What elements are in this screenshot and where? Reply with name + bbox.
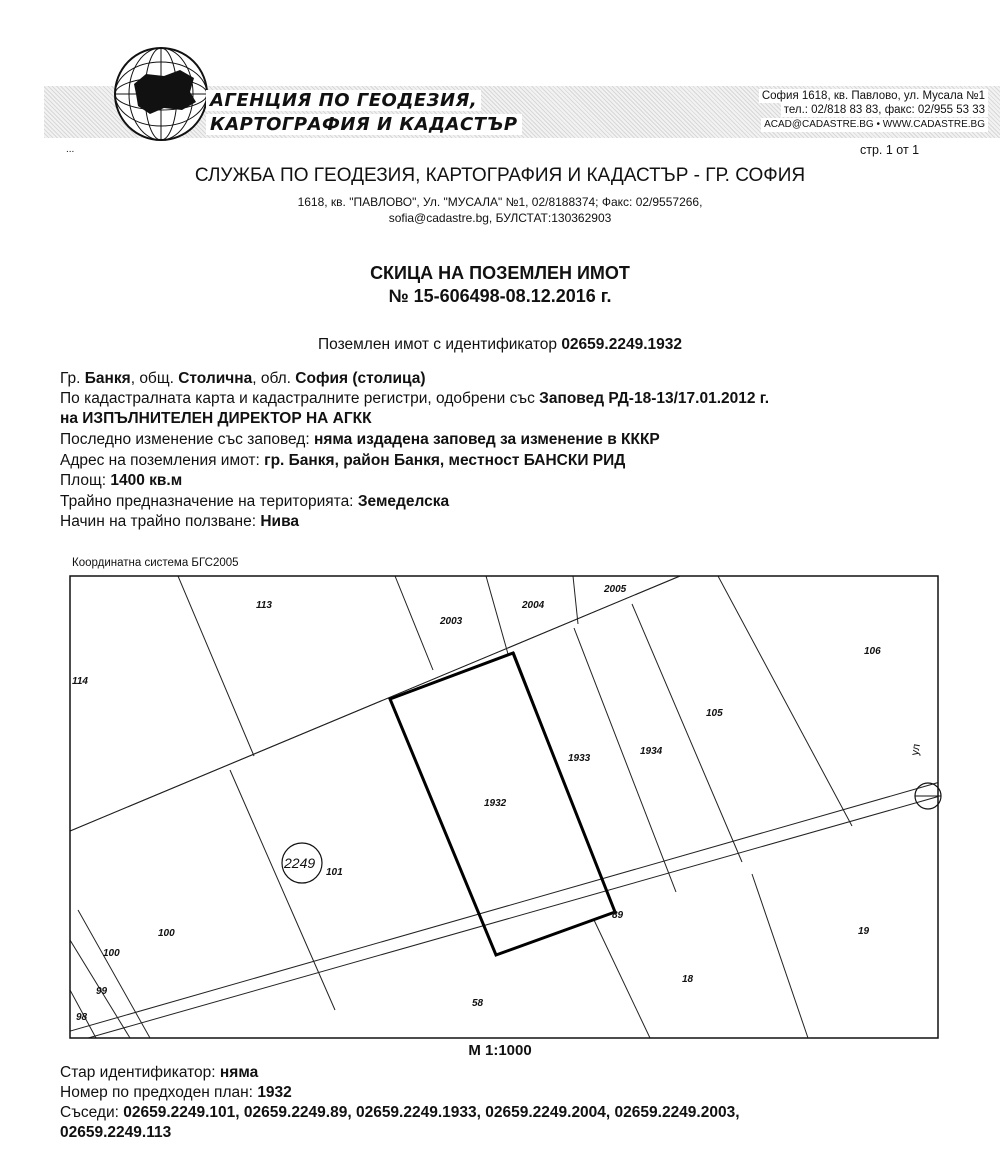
parcel-label: 2003	[440, 616, 463, 627]
identifier-value: 02659.2249.1932	[561, 336, 682, 353]
last-change-value: няма издадена заповед за изменение в КККР	[313, 431, 660, 448]
area-label: Площ:	[60, 472, 107, 489]
parcel-label: 18	[682, 974, 694, 985]
last-change-label: Последно изменение със заповед:	[60, 431, 310, 448]
order-by: на ИЗПЪЛНИТЕЛЕН ДИРЕКТОР НА АГКК	[60, 410, 372, 427]
street-mark: ул	[909, 742, 923, 757]
document-title: СКИЦА НА ПОЗЕМЛЕН ИМОТ	[370, 263, 630, 283]
parcel-label: 89	[612, 910, 624, 921]
line-2004-left	[486, 576, 508, 654]
old-id-label: Стар идентификатор:	[60, 1064, 216, 1081]
office-address-line1: 1618, кв. "ПАВЛОВО", Ул. "МУСАЛА" №1, 02/8188374; Факс: 02/9557266,	[297, 195, 703, 209]
area-line	[60, 472, 182, 490]
parcel-label: 100	[103, 948, 120, 959]
parcel-label: 113	[256, 600, 272, 611]
purpose-line	[60, 493, 449, 511]
address-line	[60, 452, 625, 470]
parcel-label: 114	[72, 676, 88, 687]
parcel-label: 1933	[568, 753, 591, 764]
region-prefix: , обл.	[252, 370, 291, 387]
neighbours-value-line1: 02659.2249.101, 02659.2249.89, 02659.2249.1933, 02659.2249.2004, 02659.2249.2003,	[123, 1104, 740, 1121]
contact-line2: тел.: 02/818 83 83, факс: 02/955 53 33	[781, 103, 988, 117]
area-value: 1400 кв.м	[110, 472, 183, 489]
road-edge-upper	[60, 782, 940, 1034]
neighbours-line	[60, 1104, 740, 1122]
parcel-label: 1934	[640, 746, 663, 757]
registers-line	[60, 390, 769, 408]
neighbours-label: Съседи:	[60, 1104, 119, 1121]
line-2005-left	[573, 576, 578, 624]
location-line	[60, 370, 426, 388]
parcel-label: 98	[76, 1012, 88, 1023]
parcel-label: 99	[96, 986, 108, 997]
map-scale: М 1:1000	[468, 1042, 532, 1059]
line-113-101	[178, 576, 254, 756]
small-mark: ...	[66, 144, 75, 155]
old-id-value: няма	[219, 1064, 259, 1081]
parcel-label: 2004	[522, 600, 545, 611]
parcel-label: 58	[472, 998, 484, 1009]
coord-system-label: Координатна система БГС2005	[72, 557, 239, 569]
line-101-100	[230, 770, 335, 1010]
address-label: Адрес на поземления имот:	[60, 452, 260, 469]
municipality-value: Столична	[178, 370, 253, 387]
cadastral-map	[0, 570, 1000, 1040]
contact-line3: ACAD@CADASTRE.BG • WWW.CADASTRE.BG	[761, 118, 988, 132]
region-value: София (столица)	[295, 370, 426, 387]
identifier-label: Поземлен имот с идентификатор	[317, 336, 557, 353]
order-value: Заповед РД-18-13/17.01.2012 г.	[539, 390, 769, 407]
parcel-label: 2005	[604, 584, 627, 595]
document-number: № 15-606498-08.12.2016 г.	[388, 286, 612, 306]
agency-name-line1: АГЕНЦИЯ ПО ГЕОДЕЗИЯ,	[206, 90, 481, 111]
town-value: Банкя	[84, 370, 131, 387]
usage-line	[60, 513, 299, 531]
prev-plan-label: Номер по предходен план:	[60, 1084, 253, 1101]
line-58-18	[594, 920, 650, 1038]
globe-bulgaria-map-icon	[106, 44, 216, 144]
parcel-label: 1932	[484, 798, 507, 809]
parcel-label: 101	[326, 867, 343, 878]
town-prefix: Гр.	[60, 370, 81, 387]
page-indicator: стр. 1 от 1	[860, 143, 920, 157]
parcel-label: 19	[858, 926, 870, 937]
parcel-label: 106	[864, 646, 881, 657]
purpose-label: Трайно предназначение на територията:	[60, 493, 354, 510]
identifier-line	[0, 336, 1000, 354]
usage-value: Нива	[260, 513, 300, 530]
parcel-label: 105	[706, 708, 723, 719]
office-address-line2: sofia@cadastre.bg, БУЛСТАТ:130362903	[388, 211, 612, 225]
block-number: 2249	[284, 855, 316, 871]
address-value: гр. Банкя, район Банкя, местност БАНСКИ РИД	[264, 452, 626, 469]
old-id-line	[60, 1064, 258, 1082]
road-edge-lower	[60, 796, 940, 1040]
line-2003-left	[395, 576, 433, 670]
contact-line1: София 1618, кв. Павлово, ул. Мусала №1	[759, 89, 988, 103]
municipality-prefix: , общ.	[130, 370, 174, 387]
prev-plan-value: 1932	[257, 1084, 292, 1101]
prev-plan-line	[60, 1084, 292, 1102]
parcel-label: 100	[158, 928, 175, 939]
registers-text: По кадастралната карта и кадастралните регистри, одобрени със	[60, 390, 535, 407]
line-106	[718, 576, 852, 826]
usage-label: Начин на трайно ползване:	[60, 513, 257, 530]
agency-name-line2: КАРТОГРАФИЯ И КАДАСТЪР	[206, 114, 522, 135]
neighbours-value-line2: 02659.2249.113	[60, 1124, 172, 1141]
last-change-line	[60, 431, 660, 449]
line-18-19	[752, 874, 808, 1038]
line-105	[632, 604, 742, 862]
office-title: СЛУЖБА ПО ГЕОДЕЗИЯ, КАРТОГРАФИЯ И КАДАСТЪР - ГР. СОФИЯ	[194, 165, 806, 186]
purpose-value: Земеделска	[357, 493, 450, 510]
